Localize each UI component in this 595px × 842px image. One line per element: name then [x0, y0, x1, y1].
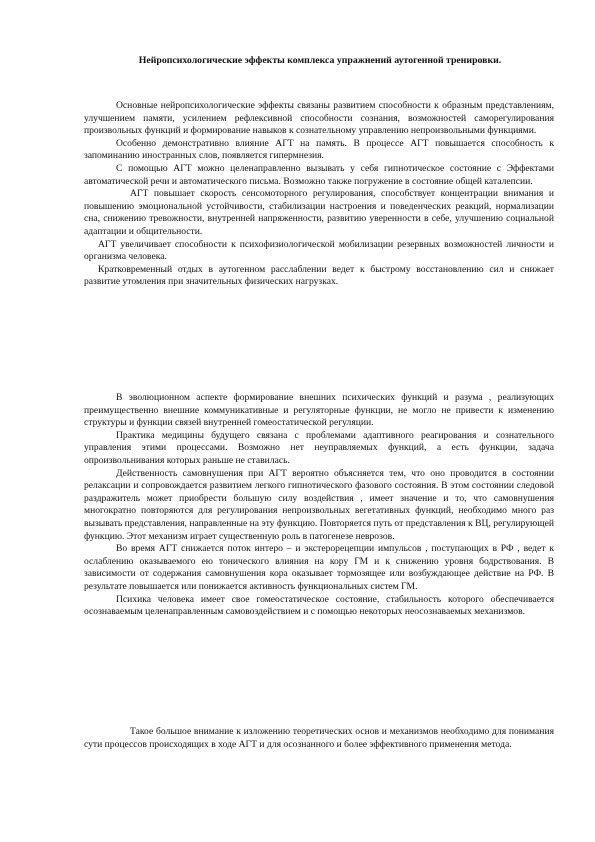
paragraph: С помощью АГТ можно целенаправленно вызывать у себя гипнотическое состояние с Эффектами автоматической речи и автоматического письма. Возможно также погружение в состояние общей каталепсии. — [84, 162, 554, 187]
section-conclusion — [84, 726, 554, 751]
bullet-item — [84, 188, 554, 238]
bullet-text: АГТ повышает скорость сенсомоторного регулирования, способствует концентрации внимания и повышению эмоциональной устойчивости, стабилизации настроения и поведенческих реакций, нормализации сна, снижению тревожности, внутренней напряженности, развитию уверенности в себе, улучшению социальной адаптации и общительности. — [84, 188, 554, 237]
paragraph: Во время АГТ снижается поток интеро – и экстерорецепции импульсов , поступающих в РФ , ведет к ослаблению оказываемого ею тонического влияния на кору ГМ и к снижению уровня бодрствования. В зависимости от содержания самовнушения кора оказывает тормозящее или возбуждающее действие на РФ. В результате повышается или понижается активность функциональных систем ГМ. — [84, 543, 554, 592]
section-intro — [84, 100, 554, 289]
bullet-item — [84, 726, 554, 751]
paragraph: В эволюционном аспекте формирование внешних психических функций и разума , реализующих преимущественно внешние коммуникативные и регуляторные функции, не могло не привести к изменению структуры и функции связей внутренней гомеостатической регуляции. — [84, 392, 554, 429]
paragraph: Практика медицины будущего связана с проблемами адаптивного реагирования и сознательного управления этими процессами. Возможно нет неуправляемых функций, а есть функции, задача опроизвольнивания которых раньше не ставилась. — [84, 429, 554, 466]
bullet-text: Кратковременный отдых в аутогенном расслаблении ведет к быстрому восстановлению сил и снижает развитие утомления при значительных физических нагрузках. — [84, 263, 554, 288]
bullet-item — [84, 239, 554, 264]
paragraph: Особенно демонстративно влияние АГТ на память. В процессе АГТ повышается способность к запоминанию иностранных слов, появляется гипермнезия. — [84, 137, 554, 162]
bullet-item — [84, 264, 554, 289]
paragraph: Действенность самовнушения при АГТ вероятно объясняется тем, что оно проводится в состоянии релаксации и сопровождается развитием легкого гипнотического фазового состояния. В этом состоянии следовой раздражитель может приобрести большую силу воздействия , имеет значение и то, что самовнушения многократно повторяются для регулирования непроизвольных вегетативных функций, необходимо много раз вызывать представления, направленные на эту функцию. Повторяется путь от представления к ВЦ, регулирующей функцию. Этот механизм играет существенную роль в патогенезе неврозов. — [84, 467, 554, 542]
paragraph: Основные нейропсихологические эффекты связаны развитием способности к образным представлениям, улучшением памяти, усилением рефлексивной способности сознания, возможностей саморегулирования произвольных функций и формирование навыков к сознательному управлению непроизвольными функциями. — [84, 100, 554, 137]
bullet-text: АГТ увеличивает способности к психофизиологической мобилизации резервных возможностей личности и организма человека. — [84, 238, 554, 263]
bullet-text: Такое большое внимание к изложению теоретических основ и механизмов необходимо для понимания сути процессов происходящих в ходе АГТ и для осознанного и более эффективного применения метода. — [84, 726, 554, 750]
document-title: Нейропсихологические эффекты комплекса упражнений аутогенной тренировки. — [138, 55, 502, 66]
paragraph: Психика человека имеет свое гомеостатическое состояние, стабильность которого обеспечивается осознаваемым целенаправленным самовоздействием и с помощью некоторых неосознаваемых механизмов. — [84, 593, 554, 618]
section-main — [84, 392, 554, 619]
